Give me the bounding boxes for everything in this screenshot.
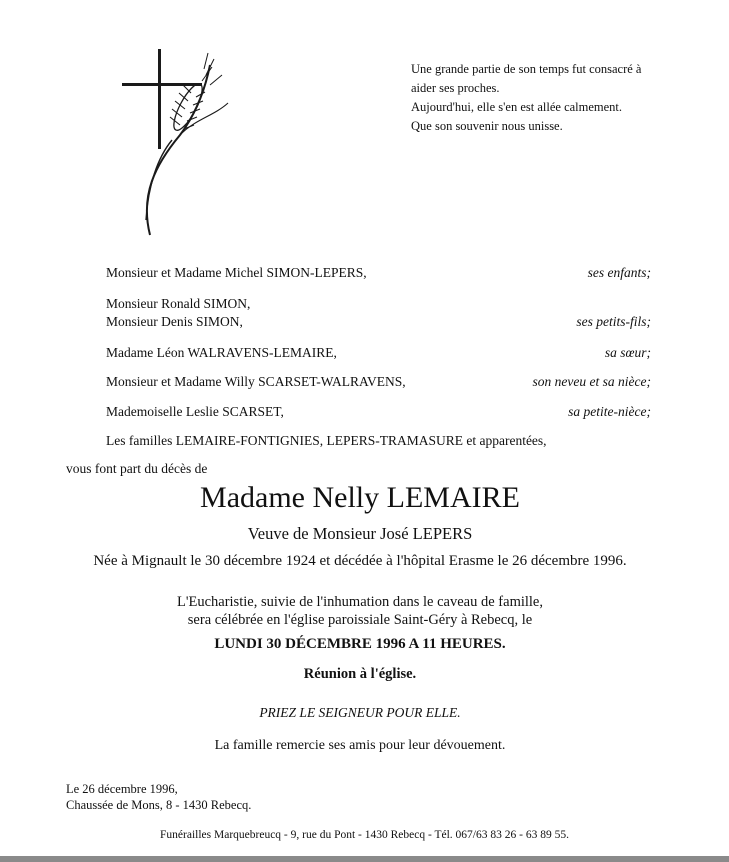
scan-edge: [0, 856, 729, 862]
family-relation: ses enfants;: [587, 265, 651, 280]
family-name-line: Monsieur Ronald SIMON,: [106, 296, 251, 311]
announcement: vous font part du décès de: [66, 461, 208, 476]
family-row: [106, 344, 651, 362]
cross-with-wheat-icon: [110, 45, 240, 240]
family-row: [106, 373, 651, 391]
family-name-line: Monsieur Denis SIMON,: [106, 314, 243, 329]
place-date-line: Le 26 décembre 1996,: [66, 782, 178, 796]
family-names: Monsieur et Madame Michel SIMON-LEPERS,: [106, 265, 367, 280]
place-date-line: Chaussée de Mons, 8 - 1430 Rebecq.: [66, 798, 252, 812]
family-row: [106, 403, 651, 421]
family-names: Monsieur et Madame Willy SCARSET-WALRAVENS,: [106, 374, 406, 389]
quote-line: aider ses proches.: [411, 81, 500, 95]
birth-death-line: Née à Mignault le 30 décembre 1924 et décédée à l'hôpital Erasme le 26 décembre 1996.: [93, 553, 627, 569]
quote-line: Que son souvenir nous unisse.: [411, 119, 563, 133]
meeting-place: Réunion à l'église.: [303, 666, 417, 682]
ceremony-date: LUNDI 30 DÉCEMBRE 1996 A 11 HEURES.: [214, 636, 506, 652]
memorial-quote: [411, 60, 661, 136]
ceremony-line: L'Eucharistie, suivie de l'inhumation dans le caveau de famille,: [177, 594, 543, 610]
family-names: Les familles LEMAIRE-FONTIGNIES, LEPERS-TRAMASURE et apparentées,: [106, 433, 547, 448]
family-relation: son neveu et sa nièce;: [532, 374, 651, 389]
widow-of: Veuve de Monsieur José LEPERS: [247, 524, 473, 543]
family-relation: sa petite-nièce;: [568, 404, 651, 419]
place-date: [66, 781, 251, 813]
family-names: Mademoiselle Leslie SCARSET,: [106, 404, 284, 419]
prayer-line: PRIEZ LE SEIGNEUR POUR ELLE.: [259, 705, 461, 720]
family-list: [106, 264, 651, 450]
ceremony-line: sera célébrée en l'église paroissiale Saint-Géry à Rebecq, le: [187, 612, 533, 628]
thanks-line: La famille remercie ses amis pour leur dévouement.: [214, 738, 506, 753]
family-relation: ses petits-fils;: [576, 314, 651, 329]
family-row: [106, 264, 651, 282]
family-names: [106, 295, 250, 331]
quote-line: Aujourd'hui, elle s'en est allée calmement.: [411, 100, 623, 114]
quote-line: Une grande partie de son temps fut consacré à: [411, 62, 642, 76]
family-relation: sa sœur;: [604, 345, 651, 360]
family-row: [106, 432, 651, 450]
family-names: Madame Léon WALRAVENS-LEMAIRE,: [106, 345, 337, 360]
funeral-home-footer: Funérailles Marquebreucq - 9, rue du Pont - 1430 Rebecq - Tél. 067/63 83 26 - 63 89 55.: [160, 829, 569, 841]
family-row: [106, 295, 651, 331]
deceased-name: Madame Nelly LEMAIRE: [200, 481, 520, 514]
